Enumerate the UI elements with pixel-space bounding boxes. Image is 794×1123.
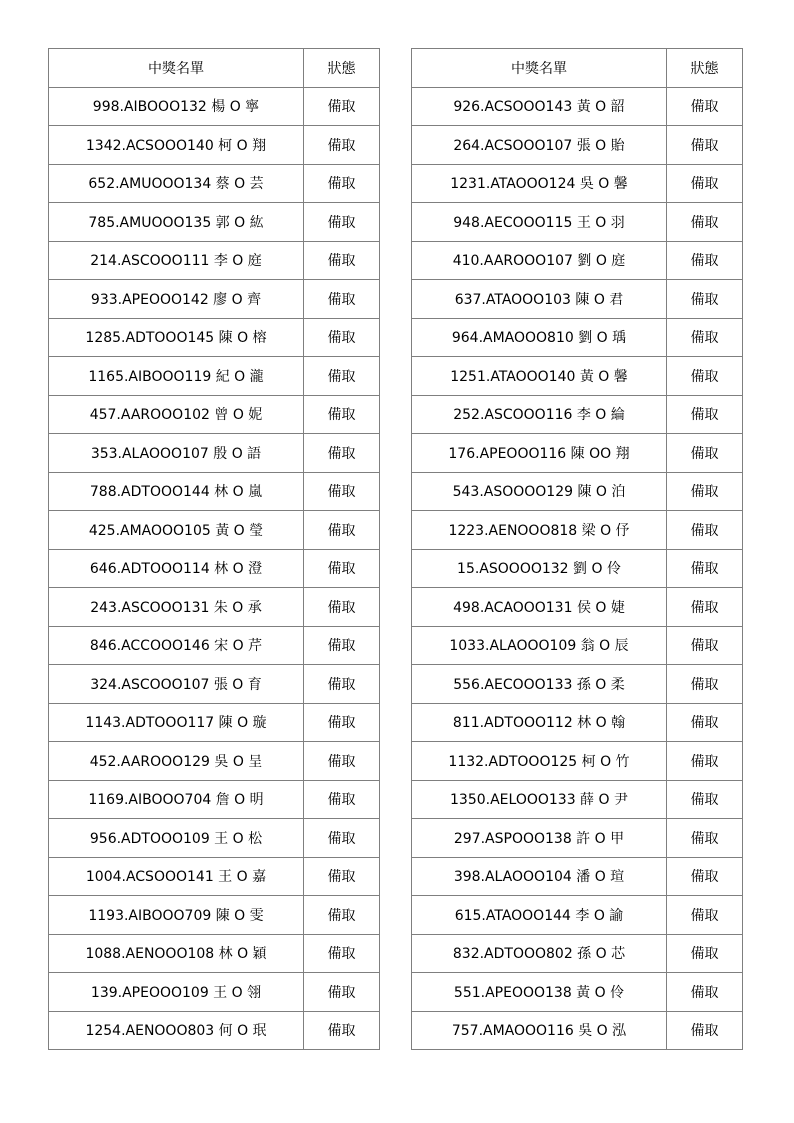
status-cell: 備取 [667,318,743,357]
status-cell: 備取 [667,780,743,819]
table-row [49,742,380,781]
table-row [412,395,743,434]
winner-name-cell: 214.ASCOOO111 李 O 庭 [49,241,304,280]
table-row [49,973,380,1012]
table-row [412,511,743,550]
status-cell: 備取 [304,511,380,550]
table-row [412,819,743,858]
status-cell: 備取 [304,934,380,973]
status-cell: 備取 [667,665,743,704]
status-cell: 備取 [304,318,380,357]
table-row [49,703,380,742]
table-row [49,126,380,165]
winner-name-cell: 1342.ACSOOO140 柯 O 翔 [49,126,304,165]
winner-name-cell: 956.ADTOOO109 王 O 松 [49,819,304,858]
winner-name-cell: 785.AMUOOO135 郭 O 紘 [49,203,304,242]
winner-name-cell: 757.AMAOOO116 吳 O 泓 [412,1011,667,1050]
status-cell: 備取 [667,588,743,627]
winner-name-cell: 15.ASOOOO132 劉 O 伶 [412,549,667,588]
table-row [49,588,380,627]
status-cell: 備取 [304,280,380,319]
winner-name-cell: 452.AAROOO129 吳 O 呈 [49,742,304,781]
table-row [412,934,743,973]
status-cell: 備取 [667,549,743,588]
status-cell: 備取 [667,203,743,242]
winner-name-cell: 1143.ADTOOO117 陳 O 璇 [49,703,304,742]
status-cell: 備取 [667,1011,743,1050]
table-row [49,511,380,550]
table-row [412,742,743,781]
winner-name-cell: 457.AAROOO102 曾 O 妮 [49,395,304,434]
status-cell: 備取 [667,626,743,665]
winner-name-cell: 324.ASCOOO107 張 O 育 [49,665,304,704]
winner-name-cell: 264.ACSOOO107 張 O 貽 [412,126,667,165]
status-cell: 備取 [304,395,380,434]
winner-name-cell: 646.ADTOOO114 林 O 澄 [49,549,304,588]
table-row [412,588,743,627]
table-row [412,626,743,665]
winner-name-cell: 1193.AIBOOO709 陳 O 雯 [49,896,304,935]
winner-name-cell: 1004.ACSOOO141 王 O 嘉 [49,857,304,896]
header-name: 中獎名單 [49,49,304,88]
winner-name-cell: 846.ACCOOO146 宋 O 芹 [49,626,304,665]
status-cell: 備取 [667,896,743,935]
winner-name-cell: 1251.ATAOOO140 黃 O 馨 [412,357,667,396]
status-cell: 備取 [304,126,380,165]
table-row [412,318,743,357]
status-cell: 備取 [304,703,380,742]
status-cell: 備取 [667,357,743,396]
table-row [49,549,380,588]
status-cell: 備取 [667,934,743,973]
status-cell: 備取 [667,164,743,203]
status-cell: 備取 [667,742,743,781]
table-row [49,472,380,511]
table-row [49,434,380,473]
table-row [49,241,380,280]
status-cell: 備取 [304,588,380,627]
status-cell: 備取 [304,549,380,588]
winner-name-cell: 1350.AELOOO133 薛 O 尹 [412,780,667,819]
winner-name-cell: 425.AMAOOO105 黃 O 瑩 [49,511,304,550]
status-cell: 備取 [667,857,743,896]
table-row [412,357,743,396]
winner-name-cell: 543.ASOOOO129 陳 O 泊 [412,472,667,511]
table-row [412,87,743,126]
winner-name-cell: 139.APEOOO109 王 O 翎 [49,973,304,1012]
table-row [412,164,743,203]
table-row [412,1011,743,1050]
winner-name-cell: 297.ASPOOO138 許 O 甲 [412,819,667,858]
winner-name-cell: 243.ASCOOO131 朱 O 承 [49,588,304,627]
table-row [412,203,743,242]
status-cell: 備取 [667,241,743,280]
winner-name-cell: 788.ADTOOO144 林 O 嵐 [49,472,304,511]
table-row [49,1011,380,1050]
status-cell: 備取 [304,241,380,280]
status-cell: 備取 [304,665,380,704]
status-cell: 備取 [667,395,743,434]
table-row [412,857,743,896]
winner-name-cell: 498.ACAOOO131 侯 O 婕 [412,588,667,627]
table-row [49,395,380,434]
header-row [412,49,743,88]
header-name: 中獎名單 [412,49,667,88]
winner-name-cell: 556.AECOOO133 孫 O 柔 [412,665,667,704]
table-row [412,434,743,473]
status-cell: 備取 [304,472,380,511]
winner-table-right [411,48,743,1050]
table-row [49,280,380,319]
table-row [49,203,380,242]
status-cell: 備取 [304,203,380,242]
status-cell: 備取 [304,626,380,665]
winner-name-cell: 615.ATAOOO144 李 O 諭 [412,896,667,935]
header-status: 狀態 [667,49,743,88]
table-row [49,896,380,935]
table-row [49,318,380,357]
status-cell: 備取 [304,742,380,781]
winner-name-cell: 1223.AENOOO818 梁 O 伃 [412,511,667,550]
winner-name-cell: 1132.ADTOOO125 柯 O 竹 [412,742,667,781]
table-row [412,280,743,319]
status-cell: 備取 [304,896,380,935]
winner-name-cell: 252.ASCOOO116 李 O 綸 [412,395,667,434]
winner-name-cell: 832.ADTOOO802 孫 O 芯 [412,934,667,973]
status-cell: 備取 [304,434,380,473]
status-cell: 備取 [304,1011,380,1050]
winner-name-cell: 1088.AENOOO108 林 O 穎 [49,934,304,973]
table-row [412,780,743,819]
winner-name-cell: 948.AECOOO115 王 O 羽 [412,203,667,242]
status-cell: 備取 [304,973,380,1012]
status-cell: 備取 [667,87,743,126]
table-row [412,896,743,935]
status-cell: 備取 [304,357,380,396]
winner-name-cell: 1231.ATAOOO124 吳 O 馨 [412,164,667,203]
table-row [412,665,743,704]
status-cell: 備取 [667,434,743,473]
winner-name-cell: 1165.AIBOOO119 紀 O 瀧 [49,357,304,396]
winner-name-cell: 933.APEOOO142 廖 O 齊 [49,280,304,319]
table-row [412,703,743,742]
table-row [412,241,743,280]
status-cell: 備取 [304,164,380,203]
status-cell: 備取 [667,126,743,165]
status-cell: 備取 [304,87,380,126]
winner-name-cell: 811.ADTOOO112 林 O 翰 [412,703,667,742]
table-row [49,87,380,126]
winner-name-cell: 1285.ADTOOO145 陳 O 榕 [49,318,304,357]
table-row [412,973,743,1012]
header-row [49,49,380,88]
status-cell: 備取 [667,973,743,1012]
winner-name-cell: 637.ATAOOO103 陳 O 君 [412,280,667,319]
table-row [49,665,380,704]
winner-name-cell: 1169.AIBOOO704 詹 O 明 [49,780,304,819]
winner-name-cell: 926.ACSOOO143 黃 O 韶 [412,87,667,126]
status-cell: 備取 [304,857,380,896]
status-cell: 備取 [667,511,743,550]
winner-name-cell: 1254.AENOOO803 何 O 珉 [49,1011,304,1050]
table-row [49,934,380,973]
table-row [49,626,380,665]
winner-name-cell: 1033.ALAOOO109 翁 O 辰 [412,626,667,665]
winner-name-cell: 353.ALAOOO107 殷 O 語 [49,434,304,473]
status-cell: 備取 [304,819,380,858]
status-cell: 備取 [667,819,743,858]
table-row [49,857,380,896]
winner-table-left [48,48,380,1050]
table-row [412,549,743,588]
status-cell: 備取 [667,280,743,319]
header-status: 狀態 [304,49,380,88]
table-row [49,780,380,819]
table-row [412,126,743,165]
table-row [49,164,380,203]
winner-name-cell: 652.AMUOOO134 蔡 O 芸 [49,164,304,203]
table-row [412,472,743,511]
winner-name-cell: 998.AIBOOO132 楊 O 寧 [49,87,304,126]
winner-name-cell: 964.AMAOOO810 劉 O 瑀 [412,318,667,357]
table-row [49,819,380,858]
winner-name-cell: 176.APEOOO116 陳 OO 翔 [412,434,667,473]
winner-name-cell: 398.ALAOOO104 潘 O 瑄 [412,857,667,896]
status-cell: 備取 [667,472,743,511]
status-cell: 備取 [304,780,380,819]
status-cell: 備取 [667,703,743,742]
table-row [49,357,380,396]
winner-name-cell: 410.AAROOO107 劉 O 庭 [412,241,667,280]
winner-name-cell: 551.APEOOO138 黃 O 伶 [412,973,667,1012]
